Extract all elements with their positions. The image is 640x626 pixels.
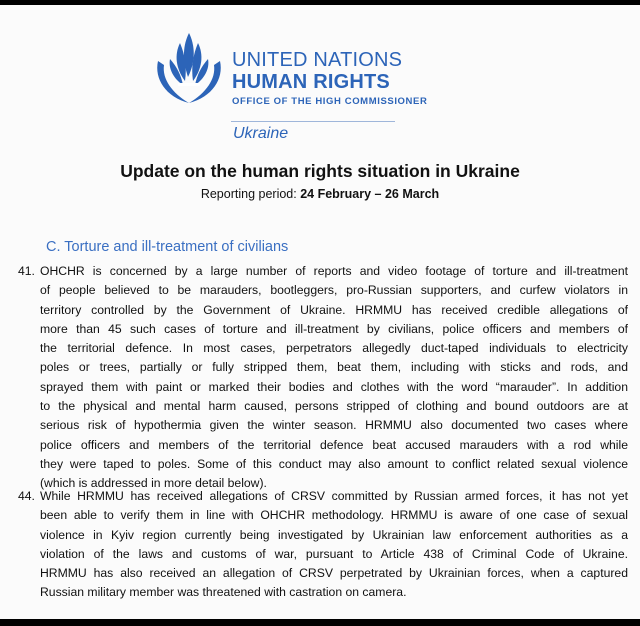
paragraph-line: (which is addressed in more detail below).	[40, 476, 267, 491]
flame-emblem-icon	[152, 25, 226, 109]
reporting-period-value: 24 February – 26 March	[300, 187, 440, 201]
paragraph-44	[18, 487, 628, 603]
paragraph-line: sprayed them with paint or marked their bodies and clothes with the word “marauder”. In addition	[40, 379, 628, 394]
reporting-period	[0, 187, 640, 201]
paragraph-line: they were taped to poles. Some of this conduct may also amount to conflict related sexual violence	[40, 456, 628, 471]
paragraph-line: police officers and members of the territorial defence beat accused marauders with a rod while	[40, 437, 628, 452]
paragraph-line: territory controlled by the Government of Ukraine. HRMMU has received credible allegations of	[40, 302, 628, 317]
un-human-rights-logo	[152, 25, 428, 113]
paragraph-line: HRMMU has also received an allegation of CRSV perpetrated by Ukrainian forces, when a captured	[40, 566, 628, 581]
paragraph-line: poles or trees, partially or fully stripped them, beat them, including with sticks and rods, and	[40, 360, 628, 375]
document-title: Update on the human rights situation in Ukraine	[120, 161, 520, 181]
paragraph-body	[40, 487, 628, 603]
section-heading: C. Torture and ill-treatment of civilians	[46, 239, 289, 255]
paragraph-line: to the physical and mental harm caused, persons stripped of clothing and bound outdoors are at	[40, 399, 628, 414]
paragraph-line: more than 45 such cases of torture and ill-treatment by civilians, police officers and members of	[40, 321, 628, 336]
paragraph-line: been able to verify them in line with OHCHR methodology. HRMMU is aware of one case of sexual	[40, 508, 628, 523]
paragraph-line: Russian military member was threatened with castration on camera.	[40, 585, 407, 600]
header-divider	[231, 121, 395, 122]
paragraph-line: of people believed to be marauders, bootleggers, pro-Russian supporters, and curfew violators in	[40, 283, 628, 298]
paragraph-line: While HRMMU has received allegations of CRSV committed by Russian armed forces, it has not yet	[40, 489, 628, 503]
document-page	[0, 5, 640, 619]
paragraph-number: 44.	[18, 489, 35, 503]
paragraph-line: OHCHR is concerned by a large number of reports and video footage of torture and ill-treatment	[40, 264, 628, 278]
paragraph-line: violence in Kyiv region currently being investigated by Ukrainian law enforcement authorities as a	[40, 527, 628, 542]
org-name-line3: OFFICE OF THE HIGH COMMISSIONER	[232, 96, 428, 107]
paragraph-number: 41.	[18, 264, 35, 278]
paragraph-line: the territorial defence. In most cases, perpetrators allegedly duct-taped individuals to electricity	[40, 341, 628, 356]
reporting-period-label: Reporting period:	[200, 187, 301, 201]
org-name-line1: UNITED NATIONS	[232, 49, 403, 71]
org-name-line2: HUMAN RIGHTS	[232, 71, 390, 93]
paragraph-body	[40, 262, 628, 494]
country-label: Ukraine	[233, 125, 289, 142]
paragraph-line: serious risk of hypothermia given the winter season. HRMMU also documented two cases where	[40, 418, 628, 433]
paragraph-line: violation of the laws and customs of war, pursuant to Article 438 of Criminal Code of Ukraine.	[40, 546, 628, 561]
paragraph-41	[18, 262, 628, 494]
